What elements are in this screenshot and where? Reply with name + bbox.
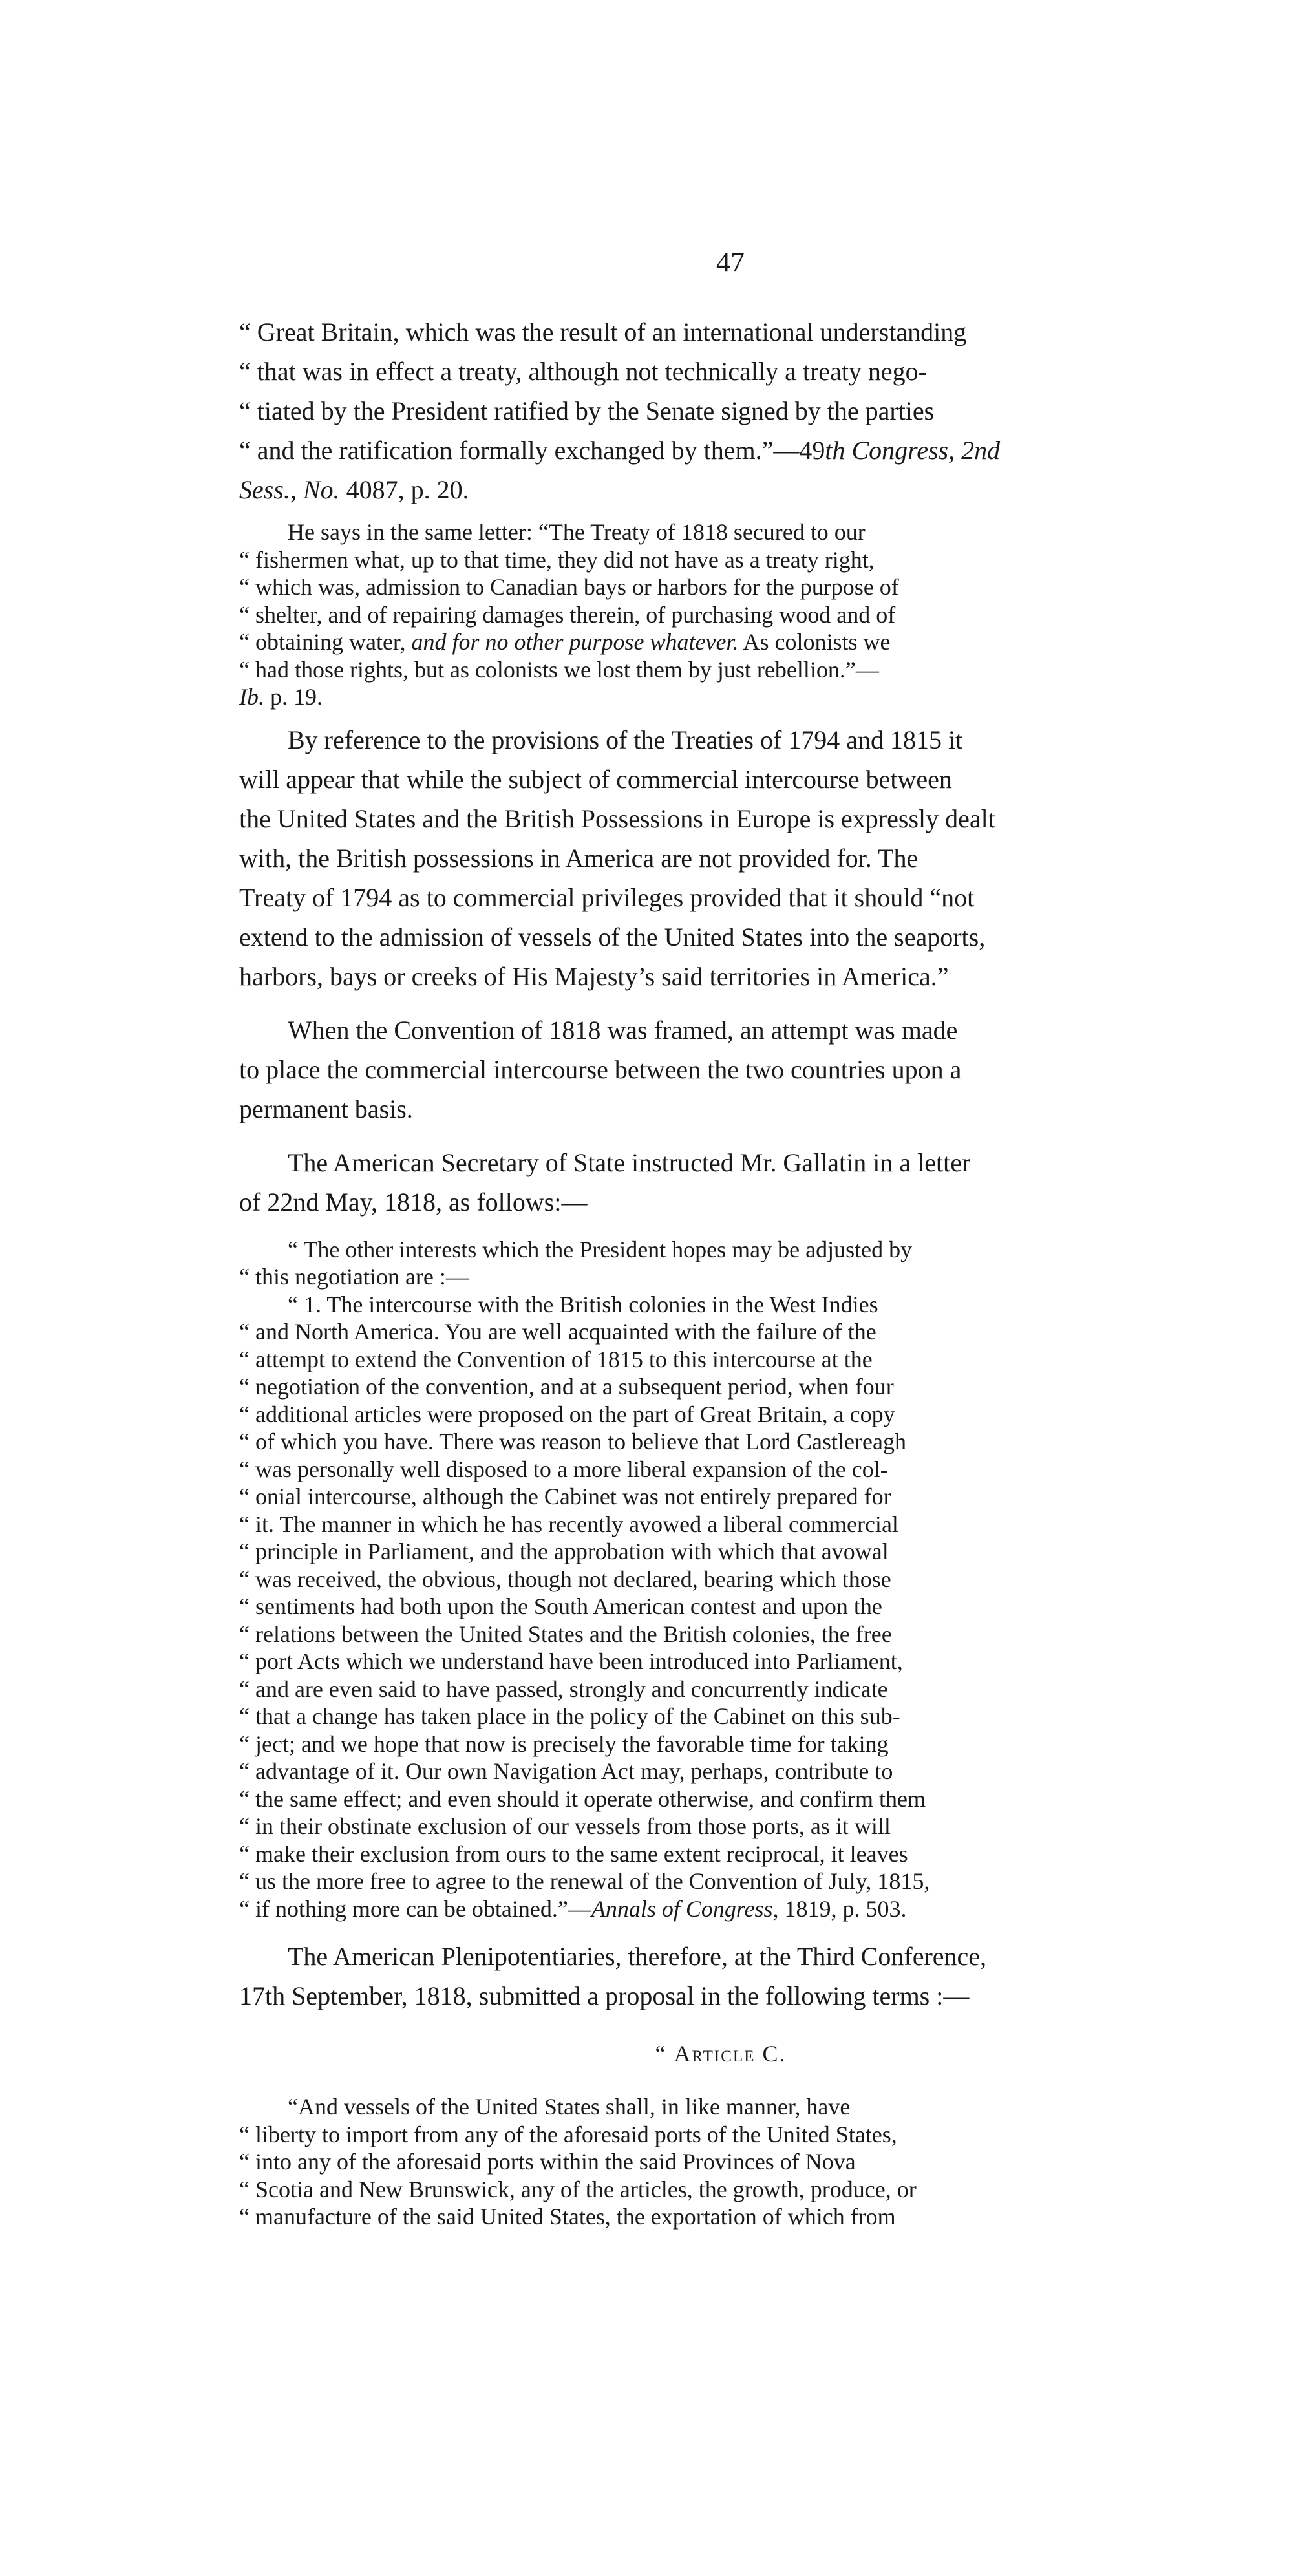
text-line: “ port Acts which we understand have been introduced into Parliament, [239,1648,903,1674]
text-line: “ attempt to extend the Convention of 1815 to this intercourse at the [239,1346,873,1372]
text-line: “ make their exclusion from ours to the same extent reciprocal, it leaves [239,1840,908,1867]
text-line: “ had those rights, but as colonists we lost them by just rebellion.”— [239,656,879,683]
text-line: “ negotiation of the convention, and at a subsequent period, when four [239,1374,894,1400]
document-page [239,246,1176,2231]
paragraph-president-interests [239,1236,1176,1291]
text-line: “ and are even said to have passed, strongly and concurrently indicate [239,1676,888,1702]
text-line: “ tiated by the President ratified by the Senate signed by the parties [239,396,935,425]
text-line: the United States and the British Possessions in Europe is expressly dealt [239,804,995,833]
paragraph-colonial-intercourse-quote [239,1291,1176,1923]
text-line: “ that was in effect a treaty, although not technically a treaty nego- [239,357,928,386]
text-line: extend to the admission of vessels of the United States into the seaports, [239,922,986,952]
text-line: “ into any of the aforesaid ports within the said Provinces of Nova [239,2149,856,2175]
text-line: with, the British possessions in America are not provided for. The [239,843,919,873]
text-line: “ sentiments had both upon the South American contest and upon the [239,1593,882,1619]
article-heading-text: Article C. [674,2041,787,2067]
text-line: “ additional articles were proposed on the part of Great Britain, a copy [239,1401,895,1427]
text-line: of 22nd May, 1818, as follows:— [239,1187,588,1217]
paragraph-letter-continuation [239,312,1176,509]
text-line: “ it. The manner in which he has recently avowed a liberal commercial [239,1511,898,1537]
text-line: permanent basis. [239,1094,413,1123]
text-line: “ 1. The intercourse with the British colonies in the West Indies [288,1291,878,1317]
text-line: “ fishermen what, up to that time, they did not have as a treaty right, [239,546,875,573]
text-line: “ and the ratification formally exchanged by them.”—49th Congress, 2nd [239,436,1001,465]
text-line: When the Convention of 1818 was framed, an attempt was made [288,1015,958,1045]
paragraph-secretary-instruction [239,1143,1176,1222]
article-heading-quote: “ [655,2041,667,2067]
text-line: “ advantage of it. Our own Navigation Act may, perhaps, contribute to [239,1758,893,1784]
text-line: “And vessels of the United States shall, in like manner, have [288,2094,851,2120]
text-line: “ was received, the obvious, though not declared, bearing which those [239,1566,891,1592]
text-line: “ us the more free to agree to the renewal of the Convention of July, 1815, [239,1868,930,1894]
paragraph-same-letter-quote [239,518,1176,711]
text-line: By reference to the provisions of the Treaties of 1794 and 1815 it [288,725,963,754]
text-line: harbors, bays or creeks of His Majesty’s said territories in America.” [239,961,949,991]
text-line: “ that a change has taken place in the policy of the Cabinet on this sub- [239,1703,900,1729]
text-line: Ib. p. 19. [239,684,323,710]
text-line: Sess., No. 4087, p. 20. [239,475,469,504]
text-line: “ and North America. You are well acquainted with the failure of the [239,1319,876,1345]
text-line: “ was personally well disposed to a more liberal expansion of the col- [239,1456,888,1482]
text-line: “ of which you have. There was reason to believe that Lord Castlereagh [239,1429,906,1454]
text-line: The American Secretary of State instructed Mr. Gallatin in a letter [288,1147,971,1177]
text-line: “ this negotiation are :— [239,1264,469,1290]
paragraph-convention-1818 [239,1010,1176,1129]
text-line: “ if nothing more can be obtained.”—Annals of Congress, 1819, p. 503. [239,1895,907,1922]
text-line: “ obtaining water, and for no other purpose whatever. As colonists we [239,629,891,655]
text-line: “ ject; and we hope that now is precisely the favorable time for taking [239,1730,889,1757]
paragraph-plenipotentiaries [239,1937,1176,2016]
text-line: “ which was, admission to Canadian bays or harbors for the purpose of [239,574,899,600]
text-line: 17th September, 1818, submitted a proposal in the following terms :— [239,1981,970,2010]
article-heading [239,2040,1176,2067]
text-line: “ Great Britain, which was the result of an international understanding [239,317,967,346]
paragraph-treaties-1794-1815 [239,720,1176,996]
text-line: He says in the same letter: “The Treaty of 1818 secured to our [288,519,866,545]
paragraph-article-c-text [239,2093,1176,2231]
text-line: “ shelter, and of repairing damages therein, of purchasing wood and of [239,601,896,628]
text-line: “ Scotia and New Brunswick, any of the articles, the growth, produce, or [239,2176,917,2202]
text-line: will appear that while the subject of commercial intercourse between [239,764,952,794]
text-line: The American Plenipotentiaries, therefore, at the Third Conference, [288,1942,987,1971]
text-line: “ in their obstinate exclusion of our vessels from those ports, as it will [239,1813,891,1839]
text-line: “ The other interests which the President hopes may be adjusted by [288,1236,913,1262]
text-line: “ liberty to import from any of the aforesaid ports of the United States, [239,2121,897,2147]
text-line: “ manufacture of the said United States, the exportation of which from [239,2204,896,2230]
text-line: “ onial intercourse, although the Cabinet was not entirely prepared for [239,1484,891,1509]
text-line: “ principle in Parliament, and the approbation with which that avowal [239,1538,889,1564]
text-line: “ relations between the United States and the British colonies, the free [239,1621,892,1647]
page-number: 47 [716,246,745,278]
text-line: “ the same effect; and even should it operate otherwise, and confirm them [239,1785,926,1812]
text-line: to place the commercial intercourse between the two countries upon a [239,1054,962,1084]
text-line: Treaty of 1794 as to commercial privileges provided that it should “not [239,882,975,912]
